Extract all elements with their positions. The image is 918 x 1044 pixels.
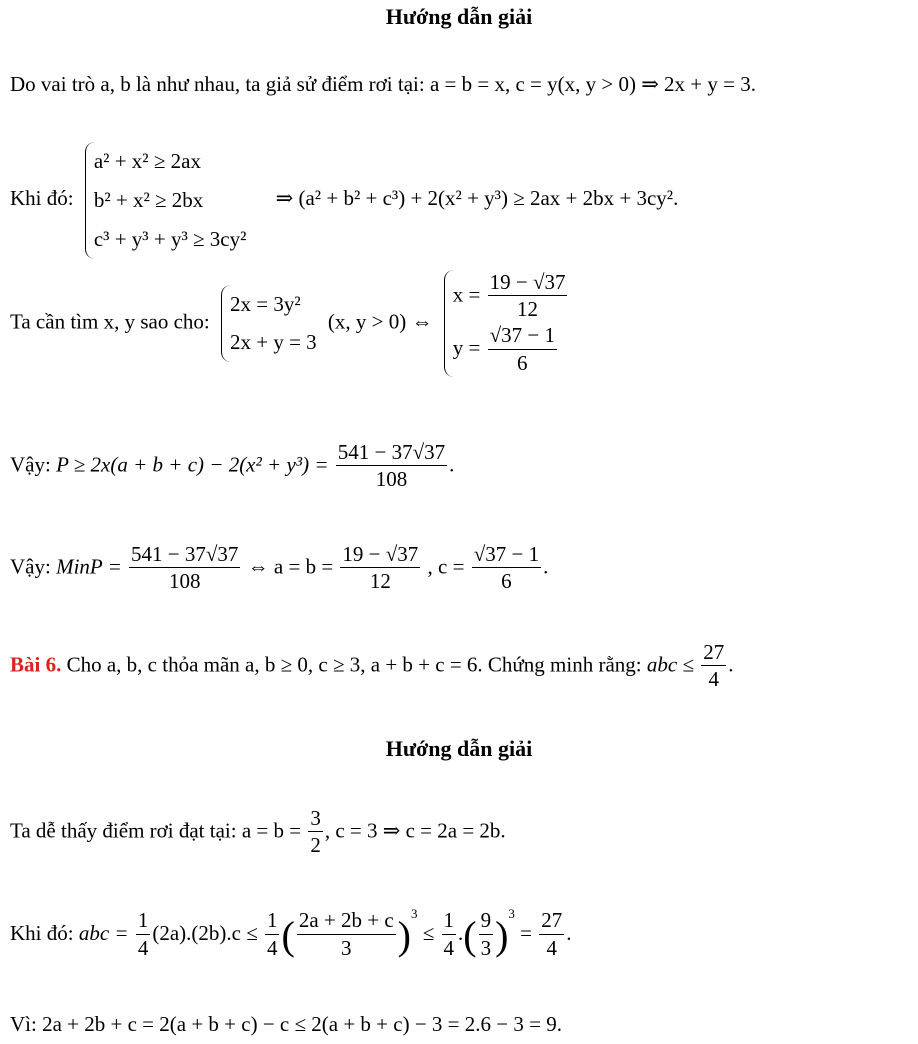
equivalence-text: ⇔ a = b =: [247, 554, 334, 579]
fraction: $\frac{19 - √37}{12}$: [489, 270, 566, 322]
assumption-math: a = b = x, c = y(x, y > 0) ⇒ 2x + y = 3.: [429, 72, 756, 96]
fraction: $\frac{√37 - 1}{6}$: [473, 542, 540, 594]
problem-number: Bài 6.: [10, 652, 62, 677]
ta-can-line: [10, 270, 575, 377]
khi-do-line: [10, 142, 678, 259]
vay-line-1: Vậy: P ≥ 2x(a + b + c) − 2(x² + y³) = $\frac{541 - 37√37}{108}$ .: [10, 440, 454, 493]
system-row: 2x + y = 3: [229, 330, 317, 355]
khi-do-label: Khi đó:: [10, 186, 74, 211]
problem-inequality: abc ≤: [646, 652, 694, 677]
system-row: 2x = 3y²: [229, 291, 301, 316]
ab-equals-text: a = b =: [241, 818, 302, 843]
fraction: $\frac{√37 - 1}{6}$: [489, 323, 555, 375]
fraction: $\frac{27}{4}$: [541, 908, 563, 960]
fraction: $\frac{3}{2}$: [310, 806, 321, 858]
fraction: $\frac{9}{3}$: [480, 908, 492, 960]
section-heading: Hướng dẫn giải: [385, 4, 533, 29]
equation-system: [221, 285, 317, 363]
fraction: $\frac{27}{4}$: [703, 640, 725, 692]
combined-inequality: ⇒ (a² + b² + c³) + 2(x² + y³) ≥ 2ax + 2bx + 3cy².: [275, 186, 679, 211]
fraction: $\frac{1}{4}$: [137, 908, 149, 960]
khi-do-label: Khi đó:: [10, 921, 74, 945]
problem-6-line: Bài 6. Cho a, b, c thỏa mãn a, b ≥ 0, c ≥ 3, a + b + c = 6. Chứng minh rằng: abc ≤ $\frac{27}{4}$ .: [10, 640, 733, 693]
condition-text: (x, y > 0) ⇔: [327, 309, 433, 334]
ta-de-rhs: , c = 3 ⇒ c = 2a = 2b.: [324, 818, 506, 843]
assumption-text: Do vai trò a, b là như nhau, ta giả sử điểm rơi tại:: [10, 72, 425, 96]
inequality-system: [85, 142, 247, 259]
product-text: (2a).(2b).c ≤: [152, 921, 258, 945]
system-row: a² + x² ≥ 2ax: [93, 149, 201, 173]
ta-de-label: Ta dễ thấy điểm rơi đạt tại:: [10, 818, 237, 843]
vay-label: Vậy:: [10, 554, 51, 579]
khi-do-line-2: Khi đó: abc = $\frac{1}{4}$ (2a).(2b).c ≤ $\frac{1}{4}$ ( $\frac{2a + 2b + c}{3}$ )$^3$ ≤ $\frac{1}{4}$ .( $\frac{9}{3}$ )$^3$ = $\frac{27}{4}$ .: [10, 906, 572, 962]
section-heading: Hướng dẫn giải: [385, 736, 533, 761]
ta-can-label: Ta cần tìm x, y sao cho:: [10, 309, 210, 334]
fraction: $\frac{2a + 2b + c}{3}$: [298, 908, 394, 960]
assumption-line: [10, 72, 756, 97]
abc-equals-text: abc =: [78, 921, 129, 945]
vi-line: [10, 1012, 562, 1037]
min-p-expression: MinP =: [56, 554, 122, 579]
system-row: b² + x² ≥ 2bx: [93, 187, 204, 212]
fraction: $\frac{19 - √37}{12}$: [342, 542, 419, 594]
system-row: c³ + y³ + y³ ≥ 3cy²: [93, 226, 247, 251]
lower-bound-expression: P ≥ 2x(a + b + c) − 2(x² + y³) =: [56, 452, 329, 477]
vay-line-2: Vậy: MinP = $\frac{541 - 37√37}{108}$ ⇔ a = b = $\frac{19 - √37}{12}$ , c = $\frac{√37 - 1}{6}$ .: [10, 542, 548, 595]
ta-de-line: [10, 806, 506, 859]
vi-math: 2a + 2b + c = 2(a + b + c) − c ≤ 2(a + b + c) − 3 = 2.6 − 3 = 9.: [42, 1012, 562, 1036]
fraction: $\frac{1}{4}$: [443, 908, 454, 960]
fraction: $\frac{541 - 37√37}{108}$: [337, 440, 446, 492]
problem-statement: Cho a, b, c thỏa mãn a, b ≥ 0, c ≥ 3, a + b + c = 6. Chứng minh rằng:: [66, 652, 642, 677]
c-equals-text: , c =: [427, 554, 465, 579]
fraction: $\frac{541 - 37√37}{108}$: [131, 542, 239, 594]
fraction: $\frac{1}{4}$: [266, 908, 278, 960]
solution-y: y = $\frac{√37 - 1}{6}$: [453, 323, 570, 376]
vi-label: Vì:: [10, 1012, 37, 1036]
vay-label: Vậy:: [10, 452, 51, 477]
solution-x: x = $\frac{19 - √37}{12}$: [453, 270, 570, 323]
solution-system: [444, 270, 570, 377]
